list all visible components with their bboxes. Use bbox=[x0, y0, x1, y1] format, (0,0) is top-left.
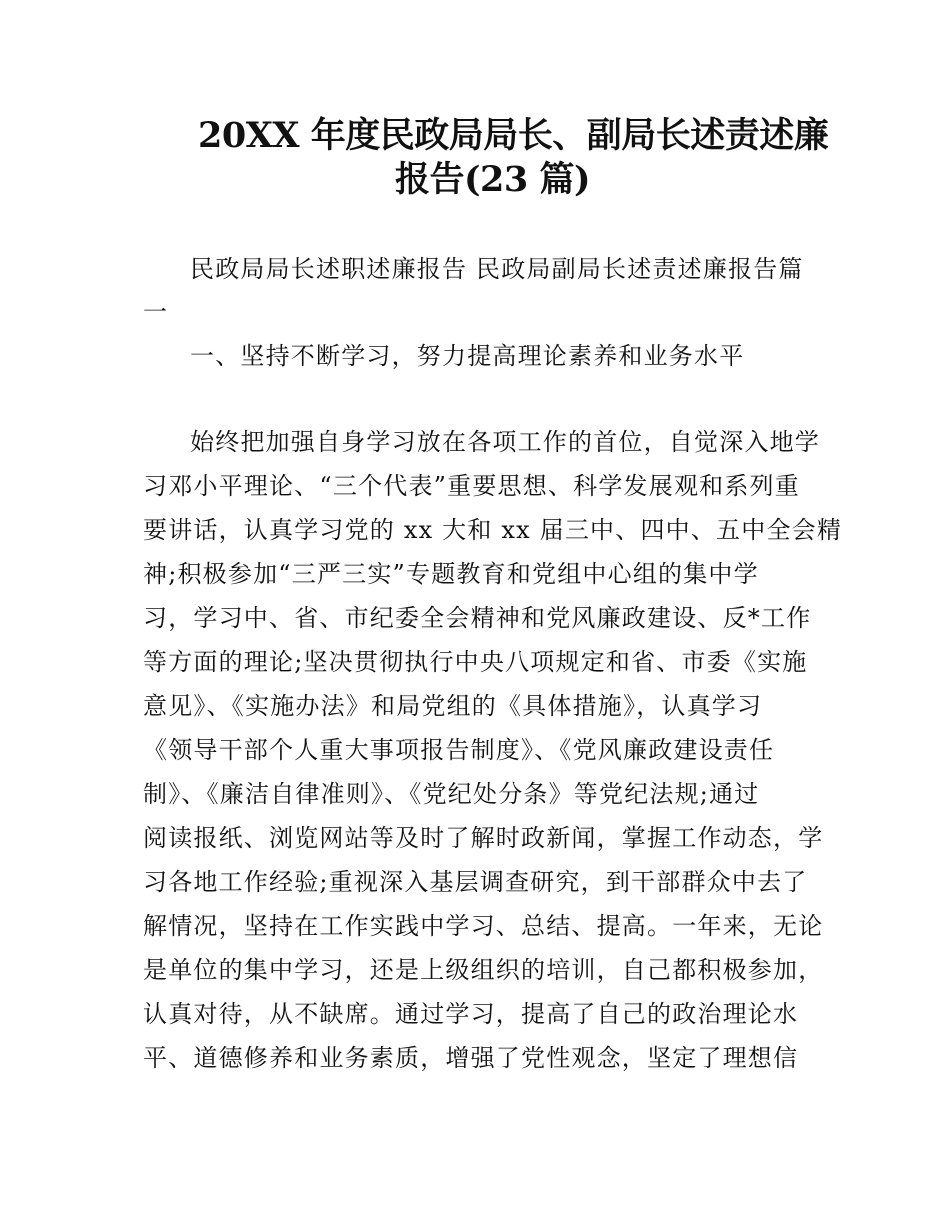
paragraph-line: 习，学习中、省、市纪委全会精神和党风廉政建设、反*工作 bbox=[143, 604, 812, 632]
document-title-line-1: 20XX 年度民政局局长、副局长述责述廉 bbox=[198, 115, 829, 156]
paragraph-line: 神;积极参加“三严三实”专题教育和党组中心组的集中学 bbox=[143, 560, 759, 588]
paragraph-line: 《领导干部个人重大事项报告制度》、《党风廉政建设责任 bbox=[143, 736, 775, 764]
subtitle-line-2: 一 bbox=[143, 298, 169, 326]
subtitle-line-1: 民政局局长述职述廉报告 民政局副局长述责述廉报告篇 bbox=[190, 255, 804, 283]
paragraph-line: 阅读报纸、浏览网站等及时了解时政新闻，掌握工作动态，学 bbox=[143, 824, 824, 852]
paragraph-line: 是单位的集中学习，还是上级组织的培训，自己都积极参加， bbox=[143, 956, 824, 984]
paragraph-line: 等方面的理论;坚决贯彻执行中央八项规定和省、市委《实施 bbox=[143, 648, 808, 676]
document-title-line-2: 报告(23 篇) bbox=[395, 159, 591, 200]
paragraph-line: 平、道德修养和业务素质，增强了党性观念，坚定了理想信 bbox=[143, 1044, 799, 1072]
paragraph-line: 认真对待，从不缺席。通过学习，提高了自己的政治理论水 bbox=[143, 1000, 799, 1028]
paragraph-line: 习各地工作经验;重视深入基层调查研究，到干部群众中去了 bbox=[143, 868, 808, 896]
paragraph-line: 要讲话，认真学习党的 xx 大和 xx 届三中、四中、五中全会精 bbox=[143, 516, 843, 544]
paragraph-line: 制》、《廉洁自律准则》、《党纪处分条》等党纪法规;通过 bbox=[143, 780, 760, 808]
paragraph-line: 意见》、《实施办法》和局党组的《具体措施》，认真学习 bbox=[143, 692, 763, 720]
paragraph-line: 解情况，坚持在工作实践中学习、总结、提高。一年来，无论 bbox=[143, 912, 824, 940]
section-heading: 一、坚持不断学习，努力提高理论素养和业务水平 bbox=[190, 342, 745, 370]
paragraph-line: 始终把加强自身学习放在各项工作的首位，自觉深入地学 bbox=[190, 428, 820, 456]
paragraph-line: 习邓小平理论、“三个代表”重要思想、科学发展观和系列重 bbox=[143, 472, 800, 500]
